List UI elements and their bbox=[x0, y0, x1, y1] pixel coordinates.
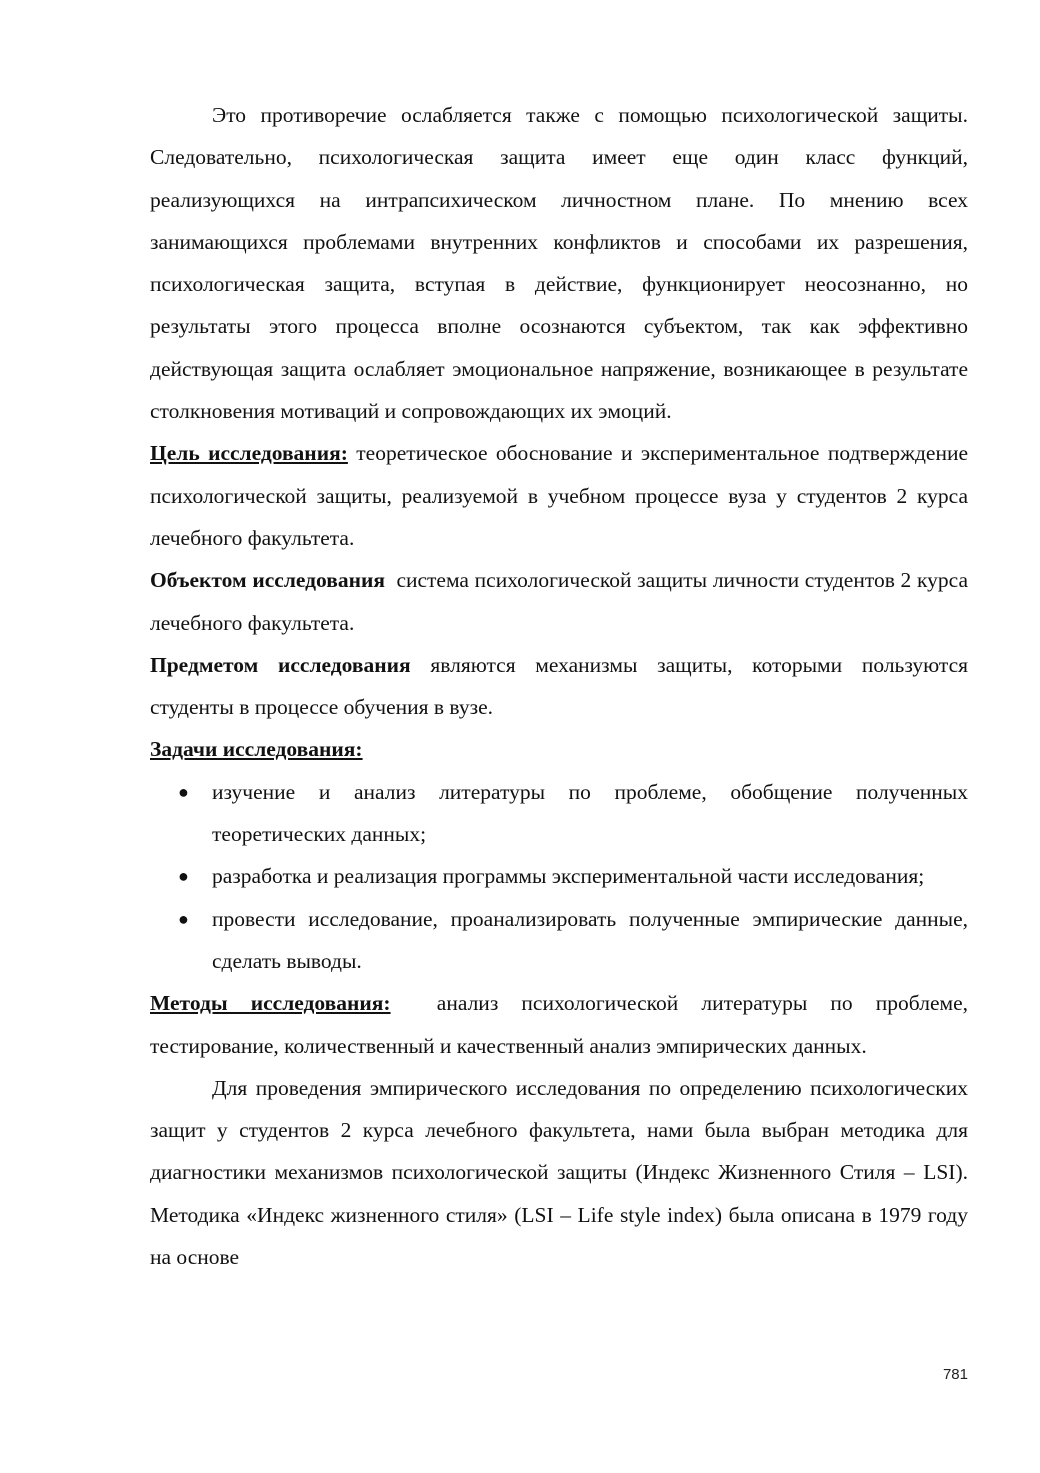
research-tasks-heading-line bbox=[150, 728, 968, 770]
research-goal-text: теоретическое обоснование и экспериментальное подтверждение психологической защиты, реализуемой в учебном процессе вуза у студентов 2 курса лечебного факультета. bbox=[150, 441, 969, 550]
bullet-icon: ● bbox=[178, 781, 189, 802]
research-tasks-list bbox=[150, 771, 968, 982]
closing-paragraph: Для проведения эмпирического исследования по определению психологических защит у студентов 2 курса лечебного факультета, нами была выбран методика для диагностики механизмов психологической защиты (Индекс Жизненного Стиля – LSI). Методика «Индекс жизненного стиля» (LSI – Life style index) была описана в 1979 году на основе bbox=[150, 1075, 968, 1270]
research-object-text: система психологической защиты личности студентов 2 курса лечебного факультета. bbox=[150, 568, 974, 635]
list-item bbox=[178, 855, 968, 897]
task-text: провести исследование, проанализировать полученные эмпирические данные, сделать выводы. bbox=[212, 906, 968, 973]
research-subject-paragraph bbox=[150, 644, 968, 729]
document-page bbox=[150, 94, 974, 1278]
research-methods-label: Методы исследования: bbox=[150, 991, 391, 1016]
research-subject-label: Предметом исследования bbox=[150, 652, 411, 677]
research-object-label: Объектом исследования bbox=[150, 568, 386, 593]
intro-paragraph: Это противоречие ослабляется также с помощью психологической защиты. Следовательно, психологическая защита имеет еще один класс функций, реализующихся на интрапсихическом личностном плане. По мнению всех занимающихся проблемами внутренних конфликтов и способами их разрешения, психологическая защита, вступая в действие, функционирует неосознанно, но результаты этого процесса вполне осознаются субъектом, так как эффективно действующая защита ослабляет эмоциональное напряжение, возникающее в результате столкновения мотиваций и сопровождающих их эмоций. bbox=[150, 103, 968, 424]
task-text: разработка и реализация программы экспериментальной части исследования; bbox=[212, 864, 925, 889]
research-tasks-heading: Задачи исследования: bbox=[150, 737, 363, 762]
research-methods-text: анализ психологической литературы по проблеме, тестирование, количественный и качественный анализ эмпирических данных. bbox=[150, 991, 974, 1058]
list-item bbox=[178, 771, 968, 856]
page-number: 781 bbox=[942, 1366, 968, 1383]
bullet-icon: ● bbox=[178, 866, 189, 887]
research-subject-text: являются механизмы защиты, которыми пользуются студенты в процессе обучения в вузе. bbox=[150, 652, 969, 720]
research-object-paragraph bbox=[150, 559, 974, 644]
task-text: изучение и анализ литературы по проблеме, обобщение полученных теоретических данных; bbox=[212, 779, 968, 847]
research-methods-paragraph bbox=[150, 982, 974, 1067]
bullet-icon: ● bbox=[178, 908, 189, 929]
research-goal-paragraph bbox=[150, 432, 968, 559]
research-goal-label: Цель исследования: bbox=[150, 441, 348, 466]
list-item bbox=[178, 898, 968, 983]
